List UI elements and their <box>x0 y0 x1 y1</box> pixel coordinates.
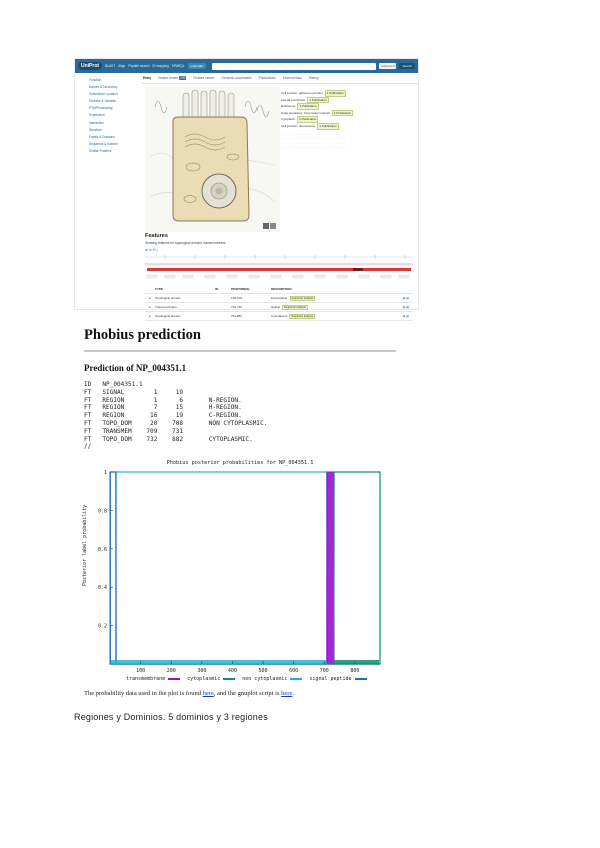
legend-item: Cell junction, desmosome 1 Publication <box>281 123 337 128</box>
legend-swatch <box>355 678 367 679</box>
uniprot-nav <box>105 64 184 68</box>
x-tick-label: 600 <box>289 668 299 674</box>
tab-publications[interactable]: Publications <box>258 76 276 80</box>
expand-icon[interactable]: ▸ <box>149 296 151 300</box>
prediction-line: FT REGION 1 6 N-REGION. <box>84 396 242 404</box>
table-row[interactable]: ▸ Topological domain 731-882 Cytoplasmic Sequence analysis ▤ ▤ <box>145 312 413 321</box>
legend-item: Cell junction, adherens junction 1 Publication <box>281 91 344 95</box>
row-actions[interactable]: ▤ ▤ <box>402 296 409 300</box>
subcellular-location-image <box>145 87 280 232</box>
publication-badge[interactable]: 1 Publication <box>326 91 344 95</box>
sidebar-item[interactable]: PTM/Processing <box>89 106 113 111</box>
expand-icon[interactable]: ▸ <box>149 305 151 309</box>
prediction-line: FT REGION 7 15 H-REGION. <box>84 404 242 412</box>
y-tick-label: 0.6 <box>97 546 107 553</box>
prediction-line: FT TOPO_DOM 20 708 NON CYTOPLASMIC. <box>84 419 268 427</box>
script-link[interactable]: here <box>281 690 293 697</box>
legend-entry <box>309 676 366 682</box>
sidebar-item[interactable]: Subcellular Location <box>89 92 118 97</box>
sidebar-item[interactable]: Expression <box>89 113 105 118</box>
phobius-title: Phobius prediction <box>84 327 201 343</box>
x-tick-label: 500 <box>258 668 268 674</box>
plot-frame <box>110 472 380 664</box>
baseline-band <box>111 660 327 664</box>
column-header[interactable]: ID <box>215 287 218 291</box>
y-tick-label: 0.2 <box>97 623 107 630</box>
evidence-badge[interactable]: Sequence analysis <box>291 296 314 300</box>
sidebar-item[interactable]: Structure <box>89 127 102 132</box>
sidebar-item[interactable]: Family & Domains <box>89 134 115 139</box>
y-tick-label: 0.8 <box>97 508 107 515</box>
legend-swatch <box>168 678 180 679</box>
x-tick-label: 200 <box>166 668 176 674</box>
uniprot-logo[interactable]: UniProt <box>78 62 102 70</box>
legend-label: transmembrane <box>126 676 166 682</box>
legend-swatch <box>223 678 235 679</box>
row-actions[interactable]: ▤ ▤ <box>402 305 409 309</box>
prediction-line: FT TOPO_DOM 732 882 CYTOPLASMIC. <box>84 435 253 443</box>
legend-label: signal peptide <box>309 676 352 682</box>
x-tick-label: 100 <box>136 668 146 674</box>
tab-history[interactable]: History <box>308 76 319 80</box>
column-header[interactable]: TYPE <box>155 287 163 291</box>
entry-tabs <box>141 73 418 84</box>
prediction-line: FT REGION 16 19 C-REGION. <box>84 412 242 420</box>
x-tick-label: 400 <box>227 668 237 674</box>
nav-item[interactable]: Peptide search <box>128 64 150 68</box>
sidebar-item[interactable]: Disease & Variants <box>89 99 116 104</box>
legend-item: Golgi apparatus, trans-Golgi network 1 Publication <box>281 110 352 115</box>
nav-item[interactable]: Align <box>118 64 126 68</box>
data-note: The probability data used in the plot is found here, and the gnuplot script is here. <box>84 690 294 697</box>
nav-item[interactable]: BLAST <box>105 64 116 68</box>
expand-icon[interactable]: ▸ <box>149 314 151 318</box>
legend-item: Lateral membrane 1 Publication <box>281 97 327 102</box>
prediction-output <box>84 381 267 451</box>
search-button[interactable]: Search <box>399 63 415 69</box>
legend-entry <box>242 676 302 682</box>
plot-legend <box>126 676 367 682</box>
x-tick-label: 700 <box>319 668 329 674</box>
subcellular-legend: Cell junction, adherens junction 1 Publication Lateral membrane 1 Publication Endosome 1 Publication Golgi apparatus, trans-Golgi network 1 Publication Cytoplasm 1 Publication Cell junction, desmosome 1 Publication . . . . . . . . . . . . . . . . . . . . . . . . . . . . . . . . . . . . . . . . . . . . . . . . . . . . . . . . . . . . . . . . . . . . . . . . . . . . . . . . . . . . . . . . . . . . . . . . . . . . . . . . . . . . . . . . . . . . . . . . . . . . . . . . . . . . . . . . . . . . . . . . . . . . . . . . . . . . <box>281 90 413 150</box>
publication-badge[interactable]: 1 Publication <box>299 117 317 122</box>
sidebar-item[interactable]: Interaction <box>89 120 104 125</box>
search-input[interactable] <box>212 63 376 70</box>
evidence-badge[interactable]: Sequence analysis <box>284 305 306 309</box>
phobius-plot <box>84 458 396 688</box>
tab-genomic-coordinates[interactable]: Genomic coordinates <box>221 76 252 80</box>
prediction-line: // <box>84 443 92 451</box>
publication-badge[interactable]: 1 Publication <box>309 97 327 102</box>
sidebar-item[interactable]: Sequence & Isoform <box>89 141 118 146</box>
tab-feature-viewer[interactable]: Feature viewer <box>193 76 215 80</box>
table-header <box>145 285 413 294</box>
prediction-line: ID NP_004351.1 <box>84 381 143 388</box>
legend-label: cytoplasmic <box>187 676 221 682</box>
uniprot-header <box>75 59 418 73</box>
column-header[interactable]: POSITION(S) <box>231 287 250 291</box>
tab-entry[interactable]: Entry <box>143 76 152 80</box>
prediction-line: FT SIGNAL 1 19 <box>84 388 184 396</box>
data-link[interactable]: here <box>202 690 214 697</box>
legend-entry <box>126 676 180 682</box>
table-row[interactable]: ▸ Topological domain 155-709 Extracellular Sequence analysis ▤ ▤ <box>145 294 413 303</box>
x-tick-label: 300 <box>197 668 207 674</box>
legend-label: non cytoplasmic <box>242 676 288 682</box>
caption: Regiones y Dominios. 5 dominios y 3 regiones <box>74 712 268 722</box>
features-subtitle: Showing features for topological domain, transmembrane <box>145 241 226 245</box>
tab-variant-viewer[interactable]: Variant viewer 209 <box>158 76 186 80</box>
sidebar-item[interactable]: Names & Taxonomy <box>89 85 118 90</box>
nav-item[interactable]: SPARQL <box>171 64 185 68</box>
sidebar-item[interactable]: Similar Proteins <box>89 148 112 153</box>
uniprot-screenshot <box>74 58 419 318</box>
features-table <box>145 285 413 321</box>
uniprot-main <box>141 73 418 318</box>
baseline-band <box>334 660 379 664</box>
plot-title: Phobius posterior probabilities for NP_004351.1 <box>166 460 314 466</box>
legend-swatch <box>290 678 302 679</box>
row-actions[interactable]: ▤ ▤ <box>402 314 409 318</box>
legend-item: Cytoplasm 1 Publication <box>281 117 317 122</box>
column-header[interactable]: DESCRIPTION <box>271 287 292 291</box>
publication-badge[interactable]: 1 Publication <box>319 123 337 128</box>
legend-entry <box>187 676 235 682</box>
y-tick-label: 1 <box>103 470 107 476</box>
table-row[interactable]: ▸ Transmembrane 710-730 Helical Sequence analysis ▤ ▤ <box>145 303 413 312</box>
features-heading: Features <box>145 233 168 239</box>
sidebar-item[interactable]: Function <box>89 78 102 82</box>
tab-external-links[interactable]: External links <box>282 76 302 80</box>
prediction-subtitle: Prediction of NP_004351.1 <box>84 363 187 373</box>
search-scope[interactable]: uniprotkb <box>188 63 206 69</box>
y-axis-label: Posterior label probability <box>82 504 88 586</box>
prediction-line: FT TRANSMEM 709 731 <box>84 427 184 435</box>
variant-count-badge: 209 <box>180 76 186 80</box>
feature-viewer-toolbar[interactable]: ⊕ ⊖ ⟲ ⤓ <box>145 248 158 252</box>
legend-item: Endosome 1 Publication <box>281 104 317 109</box>
evidence-badge[interactable]: Sequence analysis <box>291 314 314 318</box>
divider <box>84 350 396 352</box>
probability-chart <box>84 458 396 674</box>
y-tick-label: 0.4 <box>97 585 107 592</box>
nav-item[interactable]: ID mapping <box>152 64 169 68</box>
publication-badge[interactable]: 1 Publication <box>299 104 317 109</box>
publication-badge[interactable]: 1 Publication <box>333 110 352 115</box>
advanced-search-button[interactable]: Advanced <box>381 64 395 68</box>
x-tick-label: 800 <box>350 668 360 674</box>
uniprot-sidebar <box>75 73 141 309</box>
